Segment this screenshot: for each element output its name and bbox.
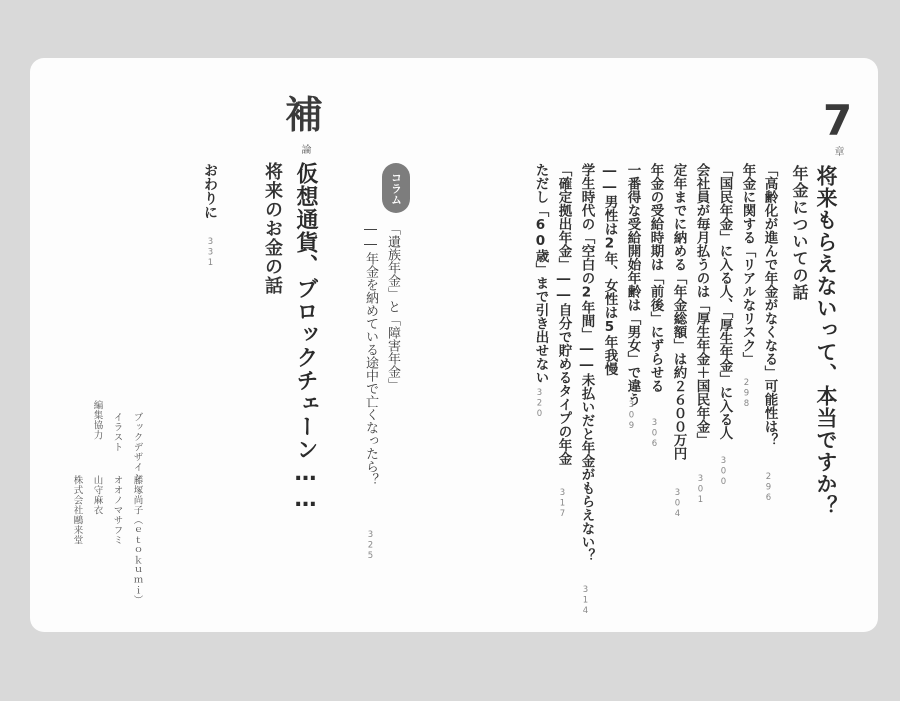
credit-name: 山守麻衣: [91, 475, 103, 515]
toc-entry: 「確定拠出年金」――自分で貯めるタイプの年金: [555, 163, 572, 465]
toc-entry: 学生時代の「空白の2年間」――未払いだと年金がもらえない？: [578, 163, 595, 562]
column-entry: ――年金を納めている途中で亡くなったら？: [363, 222, 378, 486]
toc-page: 331: [205, 237, 216, 269]
toc-page: 317: [557, 488, 568, 520]
toc-page: 314: [580, 585, 591, 617]
credit-role: ブックデザイン: [131, 412, 143, 482]
toc-entry: ただし「60歳」まで引き出せない: [532, 163, 549, 384]
credit-name: 藤塚尚子（ｅｔｏｋｕｍｉ）: [131, 475, 143, 605]
toc-page: 296: [763, 472, 774, 504]
toc-page: 301: [695, 474, 706, 506]
credit-name: 株式会社鷗来堂: [71, 475, 83, 545]
appendix-title: 仮想通貨、ブロックチェーン……: [293, 162, 318, 513]
toc-entry: 年金に関する「リアルなリスク」: [739, 163, 756, 366]
toc-page: 298: [741, 378, 752, 410]
appendix-kanji: 補: [285, 93, 324, 137]
column-badge: [382, 163, 410, 213]
toc-entry: 年金の受給時期は「前後」にずらせる: [647, 163, 664, 393]
toc-page: 320: [534, 388, 545, 420]
toc-page: 306: [649, 418, 660, 450]
credit-name: オオノマサフミ: [111, 475, 123, 545]
chapter-title: 将来もらえないって、本当ですか？: [814, 165, 838, 517]
toc-page: 309: [626, 400, 637, 432]
chapter-number: 7: [823, 96, 853, 145]
toc-page: 304: [672, 488, 683, 520]
toc-entry: 会社員が毎月払うのは「厚生年金＋国民年金」: [693, 163, 710, 447]
toc-entry: 一番得な受給開始年齢は「男女」で違う: [624, 163, 641, 406]
appendix-label: 論: [299, 144, 310, 154]
toc-page: 325: [365, 530, 376, 562]
column-badge-label: コラム: [389, 171, 403, 205]
toc-entry: ――男性は2年、女性は5年我慢: [601, 163, 618, 376]
toc-entry: 定年までに納める「年金総額」は約２６００万円: [670, 163, 687, 460]
column-entry: 「遺族年金」と「障害年金」: [385, 222, 400, 391]
chapter-label: 章: [832, 146, 843, 156]
appendix-subtitle: 将来のお金の話: [262, 162, 283, 295]
toc-entry: 「高齢化が進んで年金がなくなる」可能性は？: [761, 163, 778, 447]
chapter-subtitle: 年金についての話: [790, 165, 809, 301]
toc-entry: 「国民年金」に入る人、「厚生年金」に入る人: [716, 163, 733, 440]
credit-role: イラスト: [111, 412, 123, 452]
credit-role: 編集協力: [91, 400, 103, 440]
closing-entry: おわりに: [202, 163, 218, 219]
toc-page: 300: [718, 456, 729, 488]
